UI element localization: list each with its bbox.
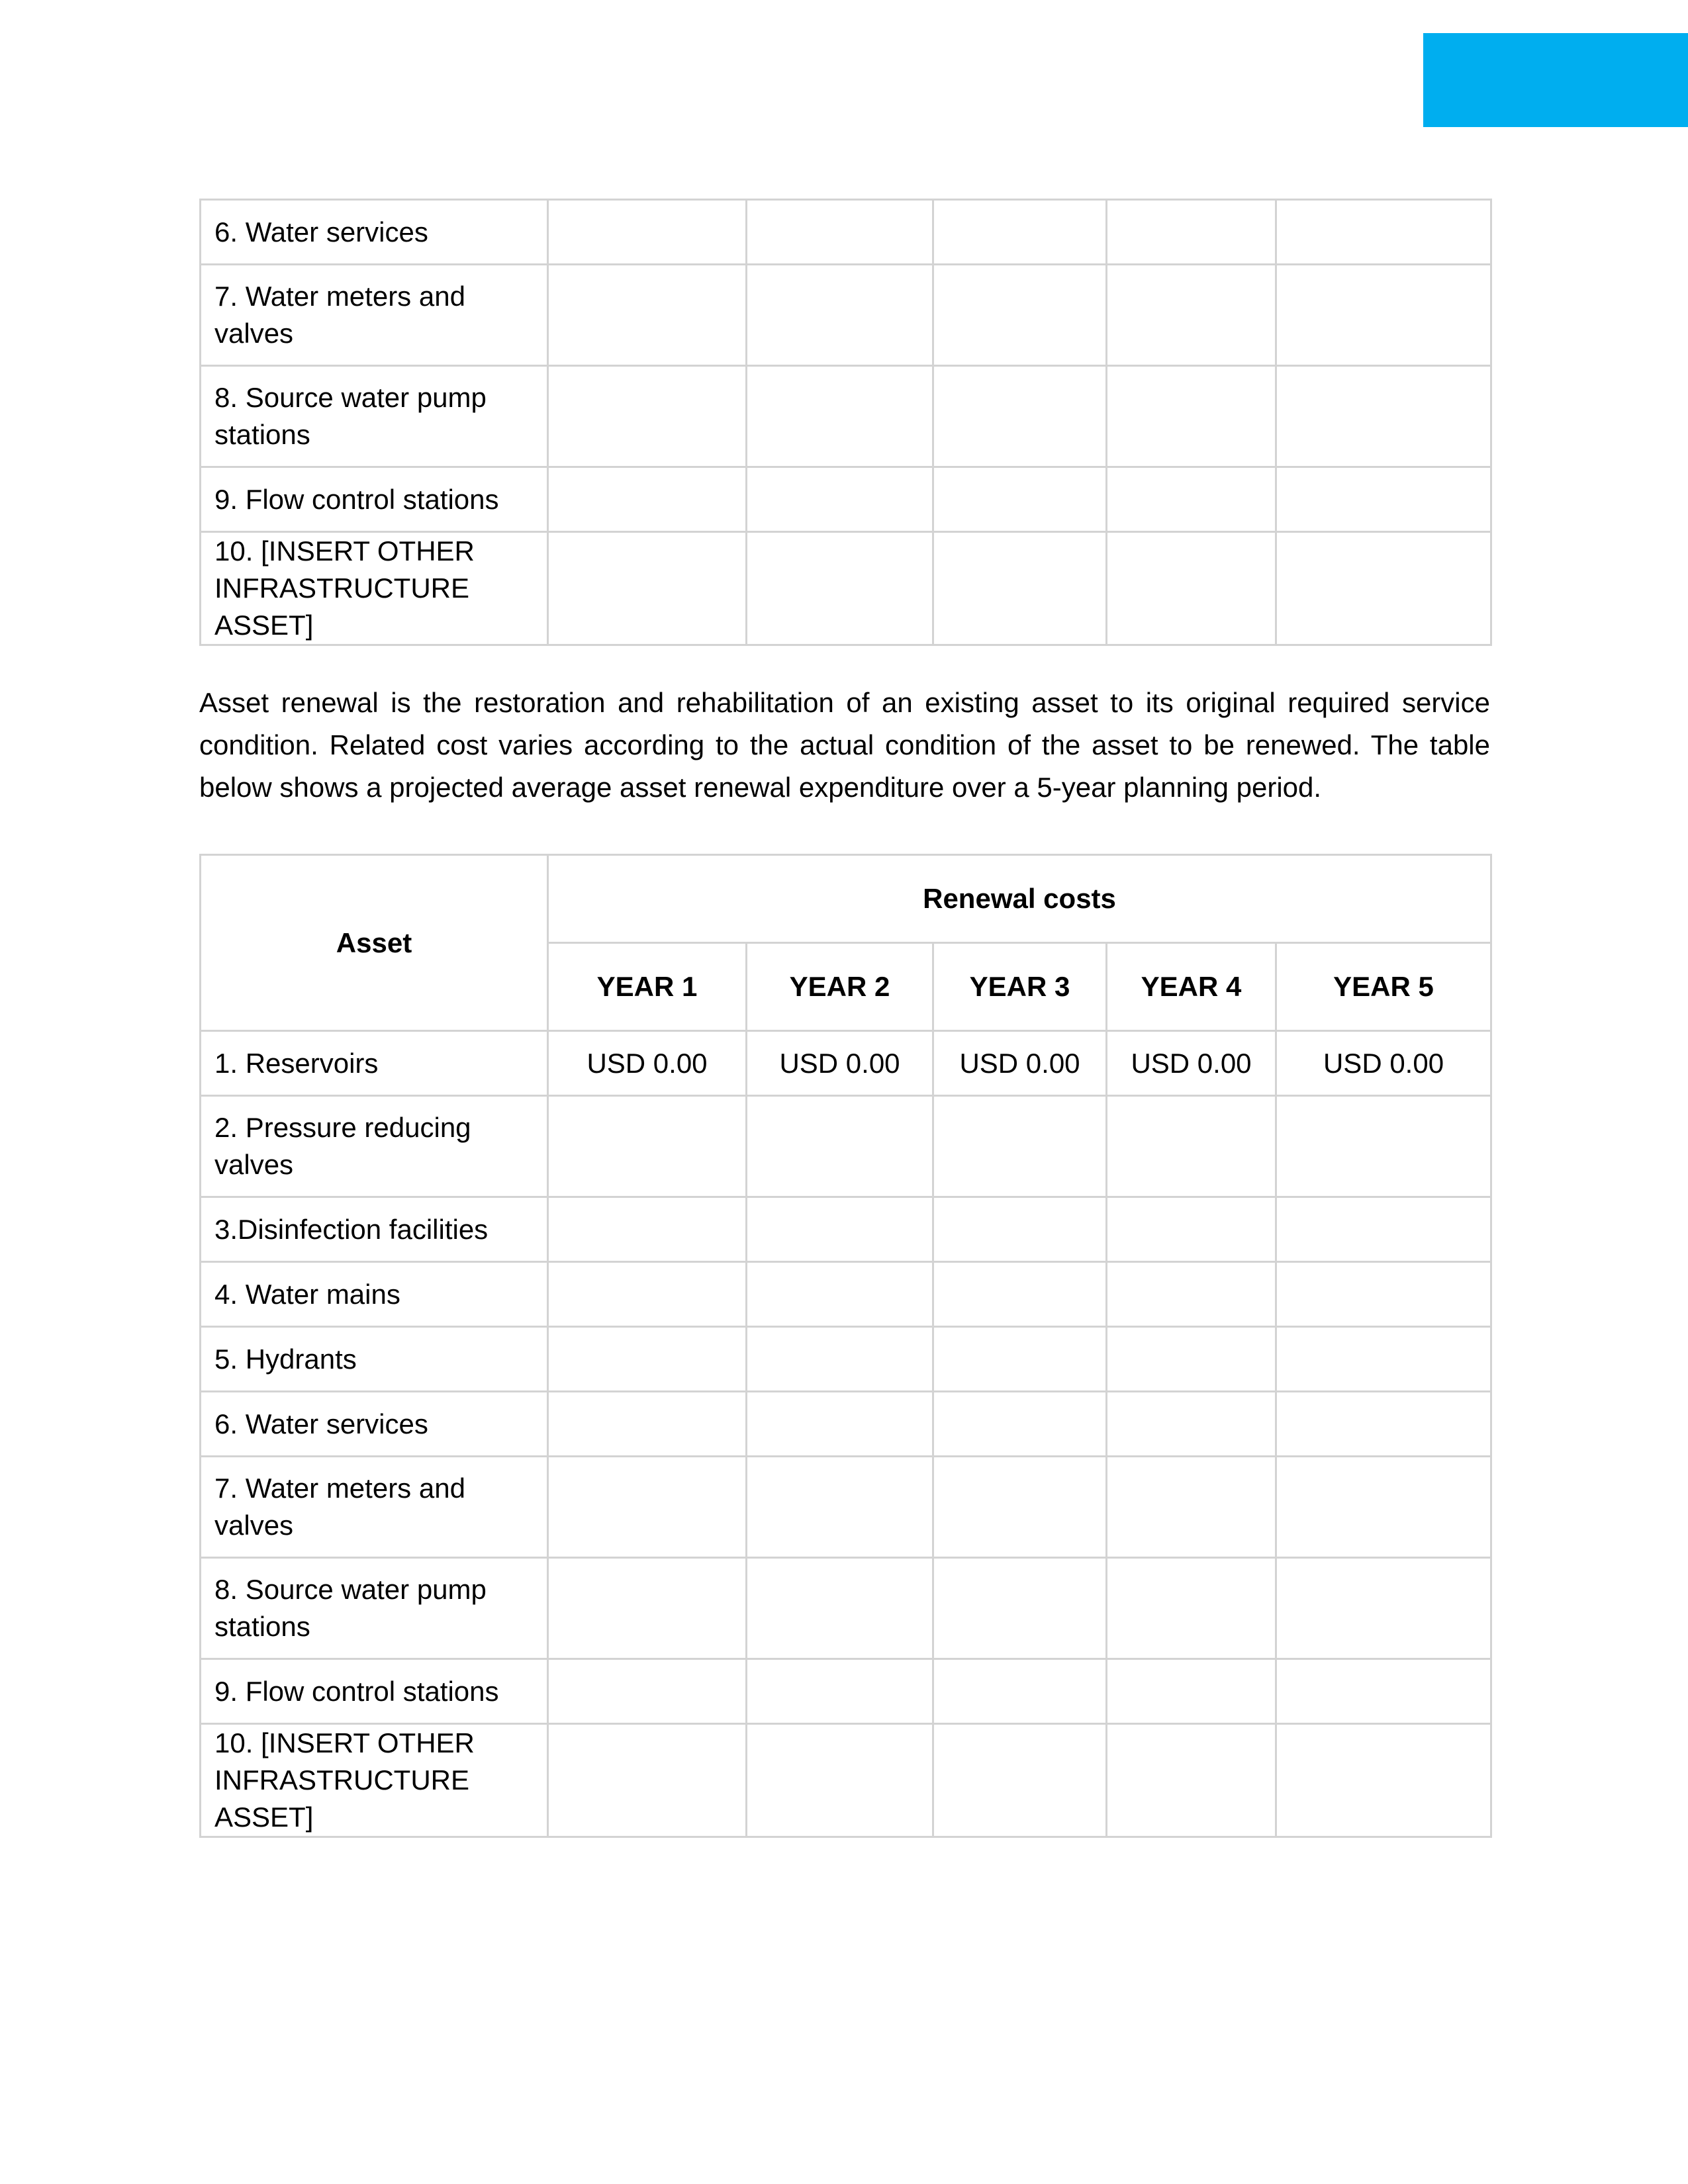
cost-cell[interactable] [747, 1197, 933, 1262]
cost-cell[interactable] [1107, 1096, 1276, 1197]
cost-cell[interactable] [548, 1096, 747, 1197]
cost-cell[interactable]: USD 0.00 [1276, 1031, 1491, 1096]
cost-cell[interactable] [747, 1659, 933, 1724]
asset-name-cell: 6. Water services [201, 200, 548, 265]
table-row [201, 1262, 1491, 1327]
cost-cell[interactable] [548, 467, 747, 532]
cost-cell[interactable] [548, 1724, 747, 1837]
cost-cell[interactable] [548, 532, 747, 645]
cost-cell[interactable] [1107, 1392, 1276, 1457]
asset-name-cell: 1. Reservoirs [201, 1031, 548, 1096]
cost-cell[interactable] [548, 1659, 747, 1724]
table-header-row [201, 855, 1491, 943]
table-row [201, 1659, 1491, 1724]
cost-cell[interactable] [933, 467, 1107, 532]
cost-cell[interactable] [548, 265, 747, 366]
cost-cell[interactable] [933, 1558, 1107, 1659]
cost-cell[interactable] [1107, 200, 1276, 265]
asset-name-cell: 10. [INSERT OTHER INFRASTRUCTURE ASSET] [201, 1724, 548, 1837]
cost-cell[interactable] [747, 1558, 933, 1659]
asset-name-cell: 7. Water meters and valves [201, 265, 548, 366]
cost-cell[interactable] [1107, 532, 1276, 645]
asset-table-continued [199, 199, 1492, 646]
cost-cell[interactable]: USD 0.00 [548, 1031, 747, 1096]
cost-cell[interactable]: USD 0.00 [933, 1031, 1107, 1096]
table-row [201, 1327, 1491, 1392]
cost-cell[interactable] [933, 200, 1107, 265]
cost-cell[interactable]: USD 0.00 [1107, 1031, 1276, 1096]
cost-cell[interactable] [747, 1457, 933, 1558]
asset-name-cell: 4. Water mains [201, 1262, 548, 1327]
asset-name-cell: 7. Water meters and valves [201, 1457, 548, 1558]
cost-cell[interactable] [747, 200, 933, 265]
cost-cell[interactable] [548, 1197, 747, 1262]
cost-cell[interactable] [933, 532, 1107, 645]
cost-cell[interactable] [1276, 1096, 1491, 1197]
cost-cell[interactable] [933, 1392, 1107, 1457]
asset-name-cell: 5. Hydrants [201, 1327, 548, 1392]
cost-cell[interactable] [933, 1327, 1107, 1392]
table-row [201, 1031, 1491, 1096]
asset-name-cell: 9. Flow control stations [201, 1659, 548, 1724]
cost-cell[interactable] [1276, 265, 1491, 366]
cost-cell[interactable] [747, 1327, 933, 1392]
year-header: YEAR 5 [1276, 943, 1491, 1031]
table-row [201, 1558, 1491, 1659]
cost-cell[interactable] [747, 1262, 933, 1327]
cost-cell[interactable] [933, 1659, 1107, 1724]
corner-accent-tab [1423, 33, 1688, 127]
cost-cell[interactable] [1276, 1724, 1491, 1837]
cost-cell[interactable] [1276, 1659, 1491, 1724]
cost-cell[interactable] [548, 200, 747, 265]
cost-cell[interactable] [933, 1096, 1107, 1197]
cost-cell[interactable] [1276, 1558, 1491, 1659]
intro-paragraph: Asset renewal is the restoration and rehabilitation of an existing asset to its original required service condition. Related cost varies according to the actual condition of the asset to be renewed. The table below shows a projected average asset renewal expenditure over a 5-year planning period. [199, 687, 1490, 803]
cost-cell[interactable] [1107, 265, 1276, 366]
table-row [201, 200, 1491, 265]
cost-cell[interactable] [548, 1262, 747, 1327]
cost-cell[interactable] [933, 265, 1107, 366]
table-row [201, 1197, 1491, 1262]
cost-cell[interactable] [933, 1197, 1107, 1262]
year-header: YEAR 1 [548, 943, 747, 1031]
renewal-costs-table [199, 854, 1492, 1838]
cost-cell[interactable] [747, 1096, 933, 1197]
asset-name-cell: 9. Flow control stations [201, 467, 548, 532]
year-header: YEAR 4 [1107, 943, 1276, 1031]
cost-cell[interactable] [548, 1392, 747, 1457]
cost-cell[interactable] [747, 532, 933, 645]
cost-cell[interactable] [747, 366, 933, 467]
renewal-costs-header: Renewal costs [548, 855, 1491, 943]
cost-cell[interactable] [548, 1558, 747, 1659]
asset-name-cell: 6. Water services [201, 1392, 548, 1457]
cost-cell[interactable] [747, 265, 933, 366]
cost-cell[interactable] [1276, 1392, 1491, 1457]
cost-cell[interactable] [1276, 1457, 1491, 1558]
table-row [201, 1096, 1491, 1197]
table-row [201, 366, 1491, 467]
cost-cell[interactable] [1107, 1724, 1276, 1837]
cost-cell[interactable] [933, 366, 1107, 467]
cost-cell[interactable] [1276, 532, 1491, 645]
table-row [201, 467, 1491, 532]
cost-cell[interactable] [1107, 1558, 1276, 1659]
asset-column-header: Asset [201, 855, 548, 1031]
asset-name-cell: 10. [INSERT OTHER INFRASTRUCTURE ASSET] [201, 532, 548, 645]
asset-name-cell: 8. Source water pump stations [201, 1558, 548, 1659]
cost-cell[interactable] [1276, 1327, 1491, 1392]
cost-cell[interactable] [1276, 467, 1491, 532]
table-row [201, 532, 1491, 645]
cost-cell[interactable] [1107, 1327, 1276, 1392]
cost-cell[interactable] [548, 1327, 747, 1392]
table-row [201, 1457, 1491, 1558]
cost-cell[interactable] [1107, 1262, 1276, 1327]
cost-cell[interactable] [548, 1457, 747, 1558]
cost-cell[interactable] [1276, 200, 1491, 265]
asset-name-cell: 2. Pressure reducing valves [201, 1096, 548, 1197]
table-row [201, 1724, 1491, 1837]
year-header: YEAR 3 [933, 943, 1107, 1031]
cost-cell[interactable] [933, 1724, 1107, 1837]
cost-cell[interactable] [1107, 366, 1276, 467]
asset-name-cell: 3.Disinfection facilities [201, 1197, 548, 1262]
cost-cell[interactable] [747, 467, 933, 532]
cost-cell[interactable] [1107, 1197, 1276, 1262]
cost-cell[interactable] [1276, 1197, 1491, 1262]
cost-cell[interactable]: USD 0.00 [747, 1031, 933, 1096]
cost-cell[interactable] [747, 1392, 933, 1457]
year-header: YEAR 2 [747, 943, 933, 1031]
cost-cell[interactable] [933, 1262, 1107, 1327]
cost-cell[interactable] [933, 1457, 1107, 1558]
cost-cell[interactable] [548, 366, 747, 467]
asset-name-cell: 8. Source water pump stations [201, 366, 548, 467]
cost-cell[interactable] [1107, 1659, 1276, 1724]
table-row [201, 1392, 1491, 1457]
cost-cell[interactable] [1107, 1457, 1276, 1558]
cost-cell[interactable] [747, 1724, 933, 1837]
cost-cell[interactable] [1276, 366, 1491, 467]
cost-cell[interactable] [1276, 1262, 1491, 1327]
table-row [201, 265, 1491, 366]
cost-cell[interactable] [1107, 467, 1276, 532]
